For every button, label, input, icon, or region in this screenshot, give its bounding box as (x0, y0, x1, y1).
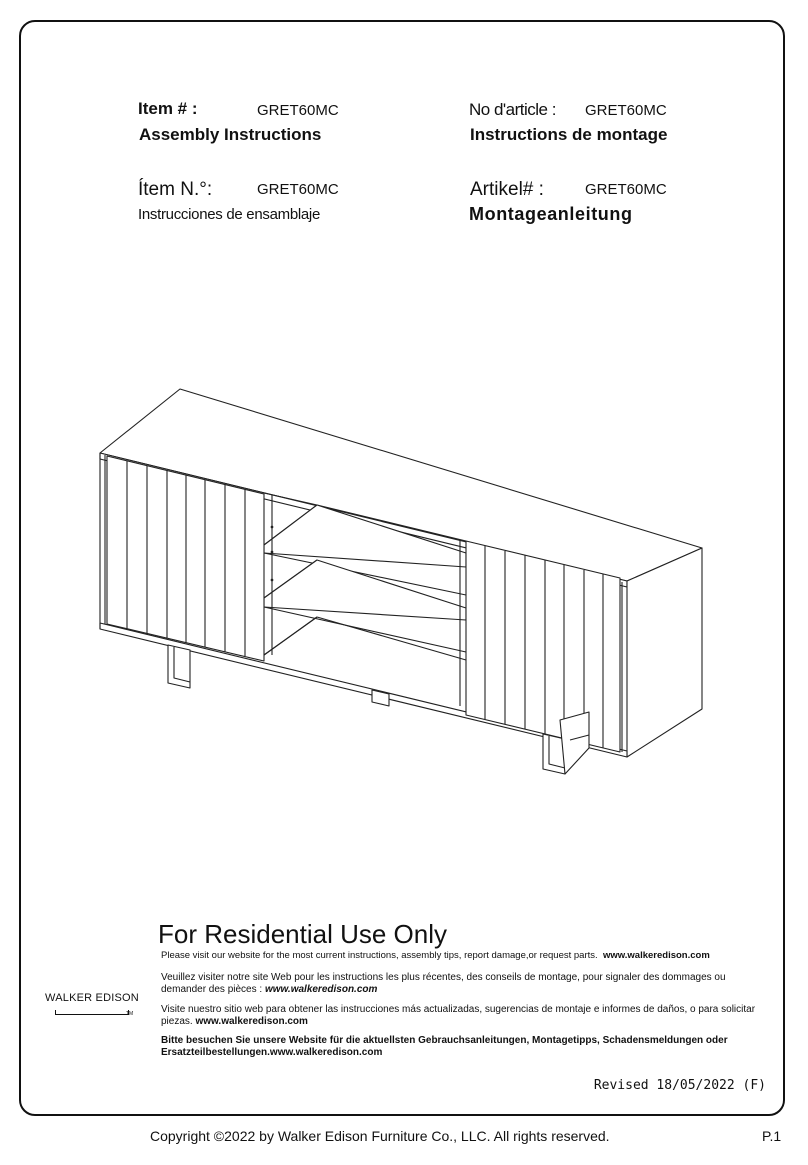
notice-en-url[interactable]: www.walkeredison.com (602, 950, 710, 961)
logo-trademark: TM (126, 1011, 134, 1017)
notice-de (161, 1035, 767, 1059)
item-label-fr: No d'article : (469, 100, 556, 119)
notice-fr-text: Veuillez visiter notre site Web pour les instructions les plus récentes, des conseils de montage, pour signaler des dommages ou demander des pièces : (161, 972, 726, 995)
subtitle-fr: Instructions de montage (470, 125, 668, 144)
page-number: P.1 (762, 1128, 782, 1144)
item-code-fr: GRET60MC (585, 102, 667, 119)
item-label-es: Ítem N.°: (138, 179, 213, 200)
item-code-en: GRET60MC (257, 102, 339, 119)
notice-de-text: Bitte besuchen Sie unsere Website für die aktuellsten Gebrauchsanleitungen, Montagetipps, Schadensmeldungen oder Ersatzteilbestellungen. (161, 1035, 728, 1058)
item-code-es: GRET60MC (257, 181, 339, 198)
revision-date: Revised 18/05/2022 (F) (593, 1078, 766, 1093)
subtitle-en: Assembly Instructions (139, 125, 322, 144)
notice-fr (161, 972, 767, 996)
copyright-text: Copyright ©2022 by Walker Edison Furniture Co., LLC. All rights reserved. (150, 1128, 610, 1144)
notice-fr-url[interactable]: www.walkeredison.com (264, 984, 378, 995)
notice-es (161, 1004, 767, 1028)
notice-de-url[interactable]: www.walkeredison.com (269, 1047, 383, 1058)
logo-text: WALKER EDISON (45, 992, 139, 1004)
item-code-de: GRET60MC (585, 181, 667, 198)
item-label-de: Artikel# : (470, 179, 544, 200)
subtitle-de: Montageanleitung (469, 204, 633, 224)
notice-es-url[interactable]: www.walkeredison.com (195, 1016, 308, 1027)
notice-es-text: Visite nuestro sitio web para obtener las instrucciones más actualizadas, sugerencias de montaje e informes de daños, o para solicitar piezas. (161, 1004, 756, 1027)
logo-underline (55, 1010, 129, 1015)
residential-use-heading: For Residential Use Only (158, 919, 447, 949)
subtitle-es: Instrucciones de ensamblaje (138, 206, 321, 223)
notice-en (161, 950, 767, 962)
item-label-en: Item # : (138, 99, 198, 118)
notice-en-text: Please visit our website for the most current instructions, assembly tips, report damage,or request parts. (161, 950, 598, 961)
